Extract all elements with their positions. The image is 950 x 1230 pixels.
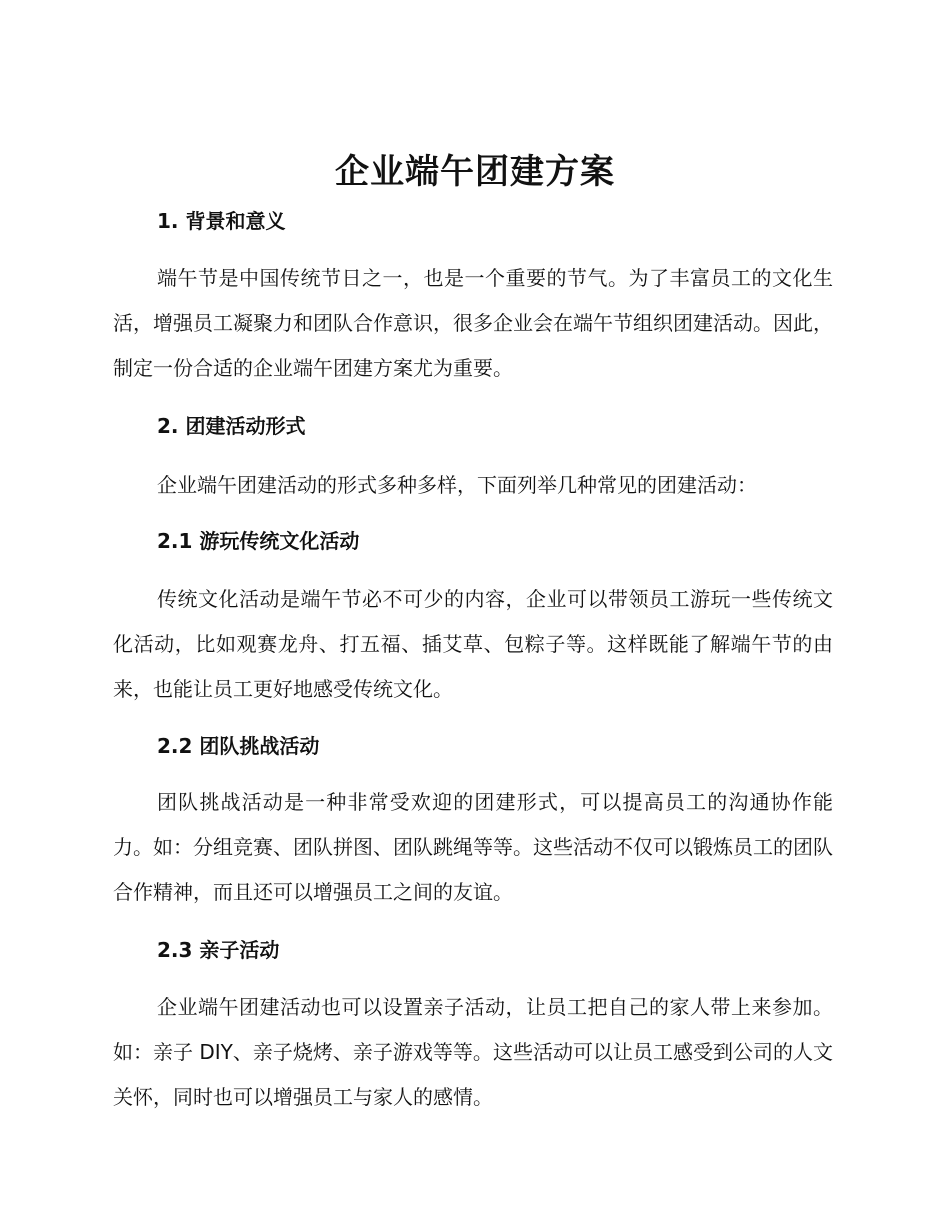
section-paragraph-team-challenge: 团队挑战活动是一种非常受欢迎的团建形式，可以提高员工的沟通协作能力。如：分组竞赛、团队拼图、团队跳绳等等。这些活动不仅可以锻炼员工的团队合作精神，而且还可以增强员工之间的友谊。 [113,790,833,904]
section-heading-parent-child: 2.3 亲子活动 [157,938,280,962]
section-heading-team-challenge: 2.2 团队挑战活动 [157,734,320,758]
section-paragraph-activity-forms: 企业端午团建活动的形式多种多样，下面列举几种常见的团建活动： [157,473,757,497]
section-heading-traditional-culture: 2.1 游玩传统文化活动 [157,529,360,553]
document-title: 企业端午团建方案 [335,152,615,192]
section-heading-background: 1. 背景和意义 [157,209,286,233]
section-heading-activity-forms: 2. 团建活动形式 [157,414,306,438]
section-paragraph-background: 端午节是中国传统节日之一，也是一个重要的节气。为了丰富员工的文化生活，增强员工凝聚力和团队合作意识，很多企业会在端午节组织团建活动。因此，制定一份合适的企业端午团建方案尤为重要。 [113,266,833,380]
section-paragraph-traditional-culture: 传统文化活动是端午节必不可少的内容，企业可以带领员工游玩一些传统文化活动，比如观赛龙舟、打五福、插艾草、包粽子等。这样既能了解端午节的由来，也能让员工更好地感受传统文化。 [113,587,833,701]
section-paragraph-parent-child: 企业端午团建活动也可以设置亲子活动，让员工把自己的家人带上来参加。如：亲子 DIY、亲子烧烤、亲子游戏等等。这些活动可以让员工感受到公司的人文关怀，同时也可以增强员工与家人的感情。 [113,995,833,1109]
